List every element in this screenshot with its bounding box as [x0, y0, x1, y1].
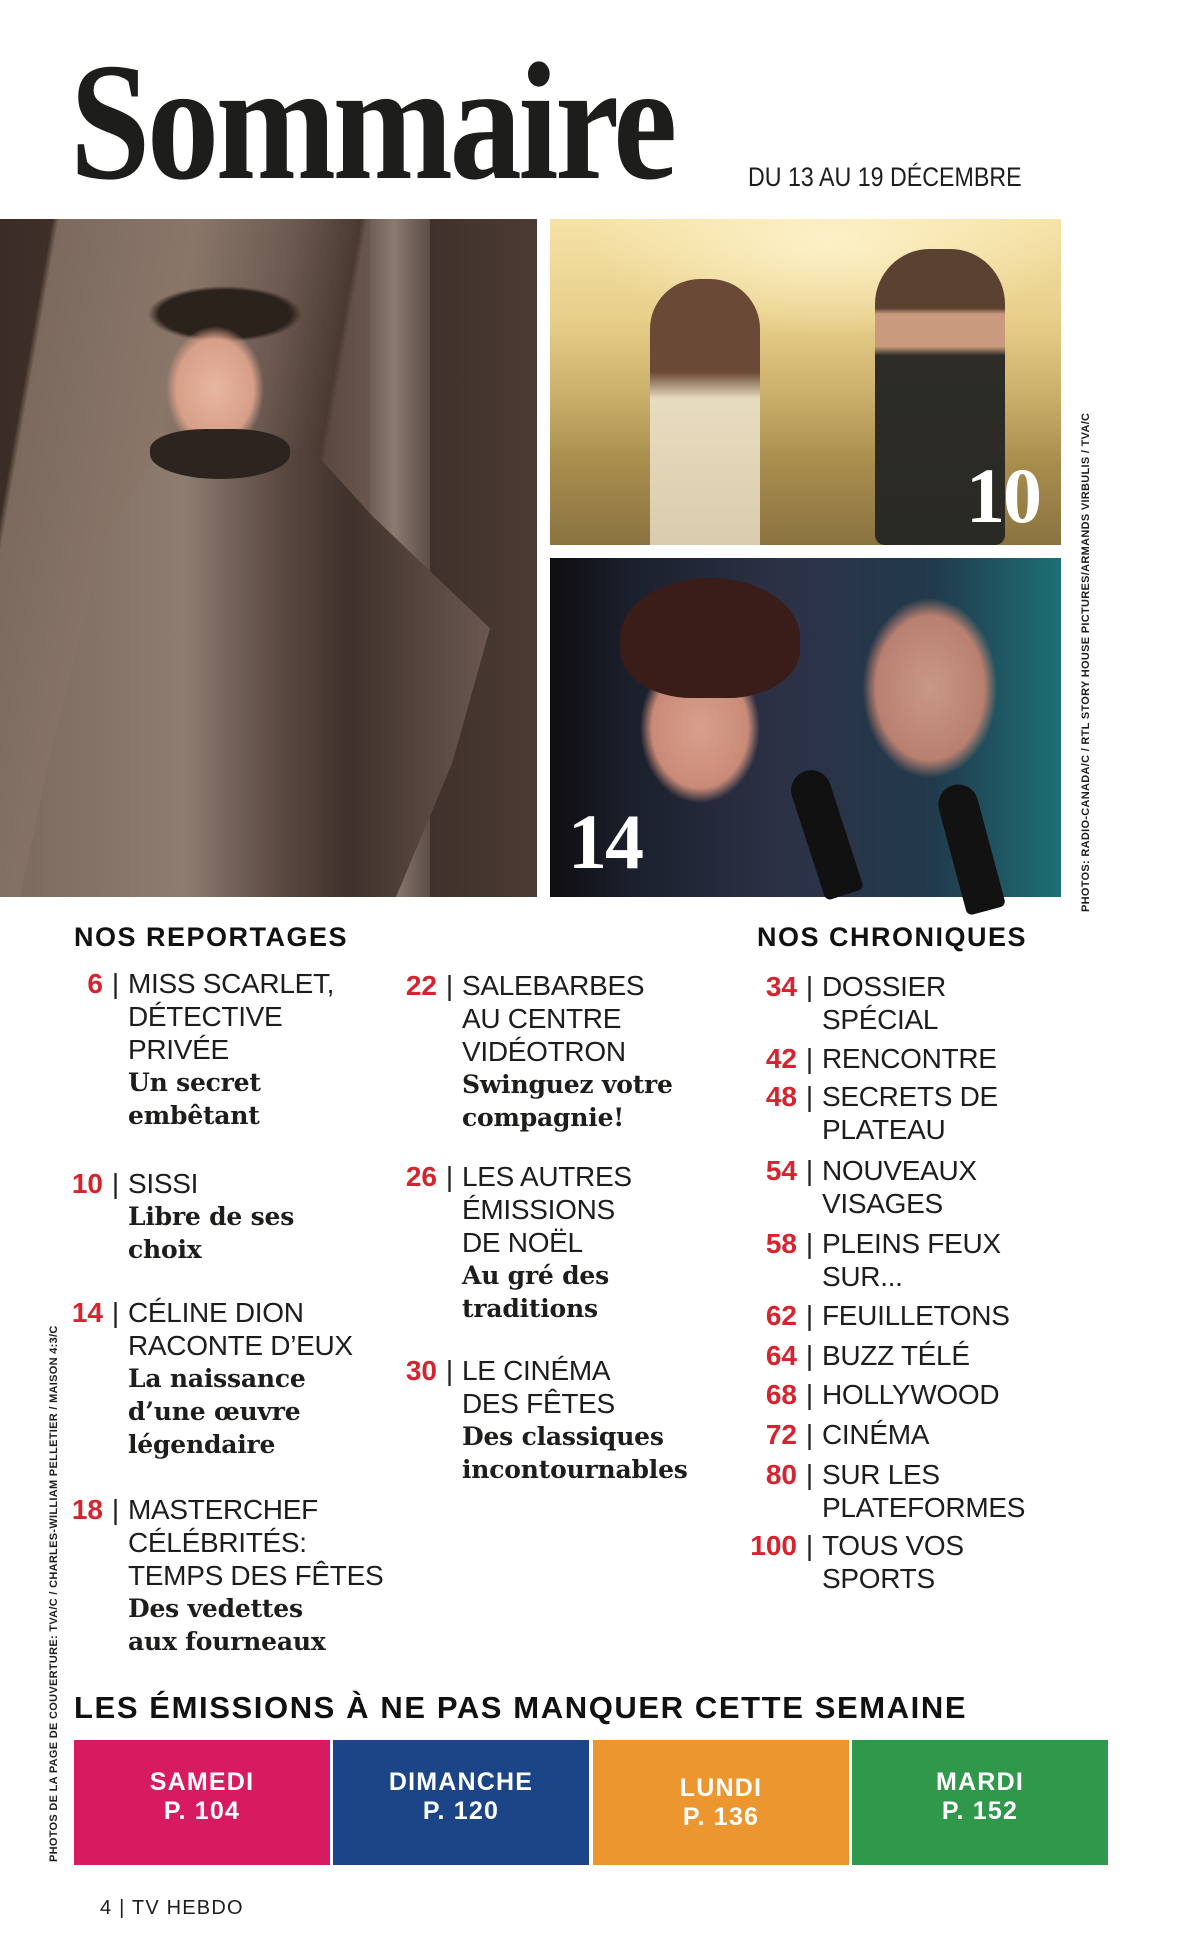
separator: | [445, 970, 454, 1001]
page-number: 34 [765, 971, 797, 1002]
entry-subtitle: légendaire [128, 1430, 276, 1459]
date-range: DU 13 AU 19 DÉCEMBRE [748, 162, 1022, 192]
photo-sissi[interactable] [550, 219, 1061, 545]
separator: | [805, 1530, 814, 1561]
page-number: 30 [405, 1355, 437, 1386]
entry-title: LES AUTRES [462, 1161, 632, 1192]
page-number: 10 [71, 1168, 103, 1199]
footer-page-number: 4 [100, 1897, 113, 1919]
tile-page: P. 104 [163, 1797, 241, 1825]
separator: | [805, 971, 814, 1002]
entry-title: SPORTS [822, 1563, 935, 1594]
entry-title: SPÉCIAL [822, 1004, 939, 1035]
toc-entry[interactable] [737, 1227, 1001, 1293]
page-number: 80 [765, 1459, 797, 1490]
separator: | [805, 1081, 814, 1112]
photo-detail-woman [650, 279, 760, 545]
page-number: 62 [765, 1300, 797, 1331]
entry-title: DES FÊTES [462, 1388, 615, 1419]
separator: | [111, 1494, 120, 1525]
toc-entry[interactable] [737, 1529, 964, 1595]
entry-title: NOUVEAUX [822, 1155, 977, 1186]
toc-entry[interactable] [387, 1354, 688, 1486]
toc-entry[interactable] [53, 1493, 383, 1658]
separator: | [111, 1297, 120, 1328]
entry-subtitle: Swinguez votre [462, 1070, 673, 1099]
entry-subtitle: Au gré des [462, 1261, 609, 1290]
page-number: 6 [87, 968, 103, 999]
entry-title: PLATEAU [822, 1114, 946, 1145]
separator: | [111, 968, 120, 999]
entry-title: FEUILLETONS [822, 1300, 1010, 1331]
entry-title: TOUS VOS [822, 1530, 964, 1561]
entry-title: HOLLYWOOD [822, 1379, 1000, 1410]
entry-title: AU CENTRE [462, 1003, 622, 1034]
photo-page-number: 14 [568, 798, 642, 885]
separator: | [805, 1379, 814, 1410]
photo-celine-dion[interactable] [550, 558, 1061, 897]
toc-entry[interactable] [53, 1296, 353, 1461]
entry-title: CÉLINE DION [128, 1297, 304, 1328]
schedule-heading: LES ÉMISSIONS À NE PAS MANQUER CETTE SEMAINE [74, 1690, 968, 1725]
page-number: 26 [405, 1161, 437, 1192]
footer-publication: TV HEBDO [131, 1897, 244, 1919]
separator: | [805, 1340, 814, 1371]
tile-day: SAMEDI [149, 1768, 255, 1796]
toc-entry[interactable] [53, 967, 334, 1132]
tile-day: LUNDI [679, 1774, 763, 1802]
entry-title: MISS SCARLET, [128, 968, 335, 999]
toc-entry[interactable] [737, 970, 946, 1036]
entry-title: TEMPS DES FÊTES [128, 1560, 384, 1591]
entry-subtitle: Libre de ses [128, 1202, 295, 1231]
toc-entry[interactable] [387, 969, 673, 1134]
entry-subtitle: aux fourneaux [128, 1627, 326, 1656]
separator: | [445, 1161, 454, 1192]
entry-subtitle: incontournables [462, 1455, 688, 1484]
entry-title: VISAGES [822, 1188, 943, 1219]
photo-page-number: 10 [966, 452, 1040, 539]
tile-page: P. 136 [682, 1803, 760, 1831]
page-number: 100 [750, 1530, 797, 1561]
toc-entry[interactable] [737, 1080, 998, 1146]
entry-subtitle: traditions [462, 1294, 598, 1323]
entry-title: PLEINS FEUX [822, 1228, 1001, 1259]
entry-title: SISSI [128, 1168, 199, 1199]
section-heading-chroniques: NOS CHRONIQUES [757, 922, 1028, 952]
photo-detail-collar [150, 429, 290, 479]
page-number: 14 [71, 1297, 103, 1328]
tile-day: DIMANCHE [388, 1768, 534, 1796]
entry-title: ÉMISSIONS [462, 1194, 615, 1225]
toc-entry[interactable] [737, 1339, 970, 1372]
toc-entry[interactable] [53, 1167, 294, 1266]
page-number: 58 [765, 1228, 797, 1259]
photo-credit-cover: PHOTOS DE LA PAGE DE COUVERTURE: TVA/C / CHARLES-WILLIAM PELLETIER / MAISON 4:3/C [48, 1325, 60, 1862]
entry-title: LE CINÉMA [462, 1355, 611, 1386]
toc-entry[interactable] [387, 1160, 632, 1325]
entry-title: SUR LES [822, 1459, 940, 1490]
page-title: Sommaire [70, 29, 674, 215]
tile-page: P. 152 [941, 1797, 1019, 1825]
entry-subtitle: Des classiques [462, 1422, 664, 1451]
page-number: 54 [765, 1155, 797, 1186]
entry-title: VIDÉOTRON [462, 1036, 626, 1067]
footer-separator: | [119, 1897, 126, 1919]
entry-subtitle: Des vedettes [128, 1594, 303, 1623]
page-number: 64 [765, 1340, 797, 1371]
toc-entry[interactable] [737, 1418, 929, 1451]
toc-entry[interactable] [737, 1458, 1025, 1524]
section-heading-reportages: NOS REPORTAGES [74, 922, 349, 952]
entry-title: SALEBARBES [462, 970, 645, 1001]
page-number: 18 [71, 1494, 103, 1525]
separator: | [805, 1228, 814, 1259]
tile-lundi[interactable] [593, 1740, 849, 1865]
entry-title: CINÉMA [822, 1419, 930, 1450]
entry-subtitle: La naissance [128, 1364, 306, 1393]
entry-title: PLATEFORMES [822, 1492, 1026, 1523]
entry-title: MASTERCHEF [128, 1494, 318, 1525]
entry-title: BUZZ TÉLÉ [822, 1340, 970, 1371]
separator: | [805, 1155, 814, 1186]
separator: | [445, 1355, 454, 1386]
page-number: 42 [765, 1043, 797, 1074]
separator: | [805, 1419, 814, 1450]
toc-entry[interactable] [737, 1378, 999, 1411]
entry-subtitle: embêtant [128, 1101, 260, 1130]
entry-title: RENCONTRE [822, 1043, 997, 1074]
separator: | [805, 1459, 814, 1490]
tile-page: P. 120 [422, 1797, 500, 1825]
page-footer [100, 1896, 244, 1920]
entry-subtitle: Un secret [128, 1068, 261, 1097]
tile-day: MARDI [936, 1768, 1024, 1796]
entry-subtitle: compagnie! [462, 1103, 625, 1132]
tile-mardi[interactable] [852, 1740, 1108, 1865]
entry-title: SUR... [822, 1261, 903, 1292]
entry-title: DE NOËL [462, 1227, 583, 1258]
separator: | [111, 1168, 120, 1199]
entry-subtitle: choix [128, 1235, 202, 1264]
separator: | [805, 1300, 814, 1331]
photo-credit-right: PHOTOS: RADIO-CANADA/C / RTL STORY HOUSE PICTURES/ARMANDS VIRBULIS / TVA/C [1080, 412, 1092, 912]
entry-subtitle: d’une œuvre [128, 1397, 301, 1426]
entry-title: CÉLÉBRITÉS: [128, 1527, 307, 1558]
page-number: 68 [765, 1379, 797, 1410]
toc-entry[interactable] [737, 1042, 997, 1075]
microphone-icon [934, 780, 1006, 916]
photo-detail-hair [620, 578, 800, 698]
tile-dimanche[interactable] [333, 1740, 589, 1865]
page-number: 72 [765, 1419, 797, 1450]
page-number: 22 [405, 970, 437, 1001]
entry-title: RACONTE D’EUX [128, 1330, 353, 1361]
page-number: 48 [765, 1081, 797, 1112]
separator: | [805, 1043, 814, 1074]
entry-title: PRIVÉE [128, 1034, 229, 1065]
microphone-icon [786, 765, 864, 901]
photo-page-number: 6 [75, 1014, 112, 1101]
entry-title: DÉTECTIVE [128, 1001, 283, 1032]
entry-title: DOSSIER [822, 971, 946, 1002]
toc-entry[interactable] [737, 1154, 977, 1220]
entry-title: SECRETS DE [822, 1081, 998, 1112]
toc-entry[interactable] [737, 1299, 1010, 1332]
tile-samedi[interactable] [74, 1740, 330, 1865]
